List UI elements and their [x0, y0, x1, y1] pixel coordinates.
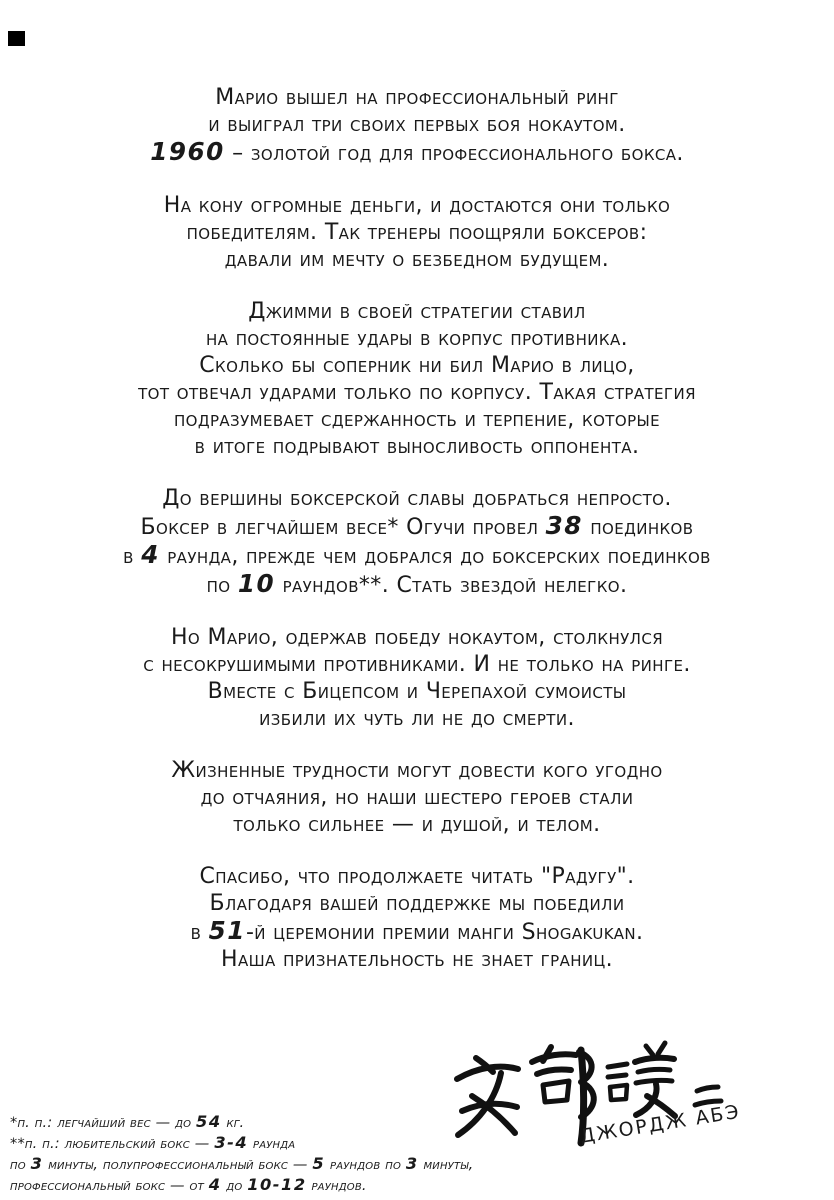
- text-line: тот отвечал ударами только по корпусу. Такая стратегия: [138, 380, 696, 405]
- text-line: до отчаяния, но наши шестеро героев стали: [200, 785, 634, 810]
- display-number: 10: [237, 569, 276, 598]
- display-number: 4: [141, 540, 160, 569]
- text-line: 1960 – золотой год для профессионального бокса.: [150, 137, 684, 166]
- brush-stroke: [532, 1054, 576, 1062]
- text-line: избили их чуть ли не до смерти.: [259, 706, 575, 731]
- footnote-line: профессиональный бокс — от 4 до 10-12 раундов.: [10, 1175, 367, 1194]
- display-number: 5: [312, 1154, 326, 1173]
- display-number: 3: [30, 1154, 44, 1173]
- text-line: по 10 раундов**. Стать звездой нелегко.: [206, 569, 628, 598]
- text-line: в 51-й церемонии премии манги Shogakukan.: [190, 916, 644, 945]
- display-number: 38: [545, 511, 583, 540]
- paragraph: [0, 863, 834, 973]
- footnote-line: *п. п.: легчайший вес — до 54 кг.: [10, 1112, 245, 1131]
- footnote-line: **п. п.: любительский бокс — 3-4 раунда: [10, 1133, 296, 1152]
- paragraph: [0, 192, 834, 273]
- text-line: На кону огромные деньги, и достаются они только: [163, 193, 671, 218]
- text-line: Жизненные трудности могут довести кого угодно: [171, 758, 663, 783]
- story-text: [0, 84, 834, 998]
- author-name: ДЖОРДЖ АБЭ: [578, 1100, 743, 1148]
- text-line: Спасибо, что продолжаете читать "Радугу".: [199, 864, 635, 889]
- paragraph: [0, 298, 834, 460]
- text-line: в итоге подрывают выносливость оппонента.: [194, 434, 640, 459]
- display-number: 1960: [150, 137, 225, 166]
- brush-stroke: [697, 1087, 718, 1091]
- text-line: подразумевает сдержанность и терпение, которые: [173, 407, 661, 432]
- paragraph: [0, 624, 834, 732]
- text-line: Вместе с Бицепсом и Черепахой сумоисты: [207, 679, 627, 704]
- paragraph: [0, 757, 834, 838]
- brush-stroke: [537, 1069, 571, 1074]
- brush-stroke: [646, 1046, 653, 1055]
- footnotes: [10, 1112, 473, 1196]
- text-line: Благодаря вашей поддержке мы победили: [209, 891, 625, 916]
- display-number: 3-4: [214, 1133, 249, 1152]
- brush-stroke: [608, 1064, 627, 1067]
- footnote-line: по 3 минуты, полупрофессиональный бокс — 5 раундов по 3 минуты,: [10, 1154, 474, 1173]
- brush-stroke: [608, 1075, 626, 1077]
- brush-stroke: [457, 1067, 518, 1079]
- display-number: 4: [208, 1175, 222, 1194]
- text-line: только сильнее — и душой, и телом.: [233, 812, 601, 837]
- brush-stroke: [543, 1081, 569, 1102]
- text-line: на постоянные удары в корпус противника.: [205, 326, 629, 351]
- paragraph: [0, 84, 834, 167]
- page-corner-mark: [8, 31, 25, 46]
- text-line: и выиграл три своих первых боя нокаутом.: [208, 112, 626, 137]
- text-line: Но Марио, одержав победу нокаутом, столкнулся: [170, 625, 664, 650]
- text-line: давали им мечту о безбедном будущем.: [224, 247, 610, 272]
- display-number: 10-12: [247, 1175, 307, 1194]
- text-line: с несокрушимыми противниками. И не только на ринге.: [143, 652, 691, 677]
- text-line: в 4 раунда, прежде чем добрался до боксерских поединков: [123, 540, 711, 569]
- brush-stroke: [638, 1069, 670, 1072]
- text-line: До вершины боксерской славы добраться непросто.: [162, 486, 672, 511]
- display-number: 3: [405, 1154, 419, 1173]
- display-number: 54: [196, 1112, 222, 1131]
- text-line: Сколько бы соперник ни бил Марио в лицо,: [199, 353, 635, 378]
- text-line: победителям. Так тренеры поощряли боксеров:: [186, 220, 648, 245]
- text-line: Боксер в легчайшем весе* Огучи провел 38 поединков: [140, 511, 694, 540]
- text-line: Марио вышел на профессиональный ринг: [215, 85, 619, 110]
- brush-stroke: [635, 1058, 674, 1062]
- text-line: Джимми в своей стратегии ставил: [248, 299, 586, 324]
- display-number: 51: [208, 916, 246, 945]
- text-line: Наша признательность не знает границ.: [221, 947, 613, 972]
- brush-stroke: [658, 1043, 665, 1054]
- paragraph: [0, 485, 834, 599]
- brush-stroke: [610, 1085, 627, 1100]
